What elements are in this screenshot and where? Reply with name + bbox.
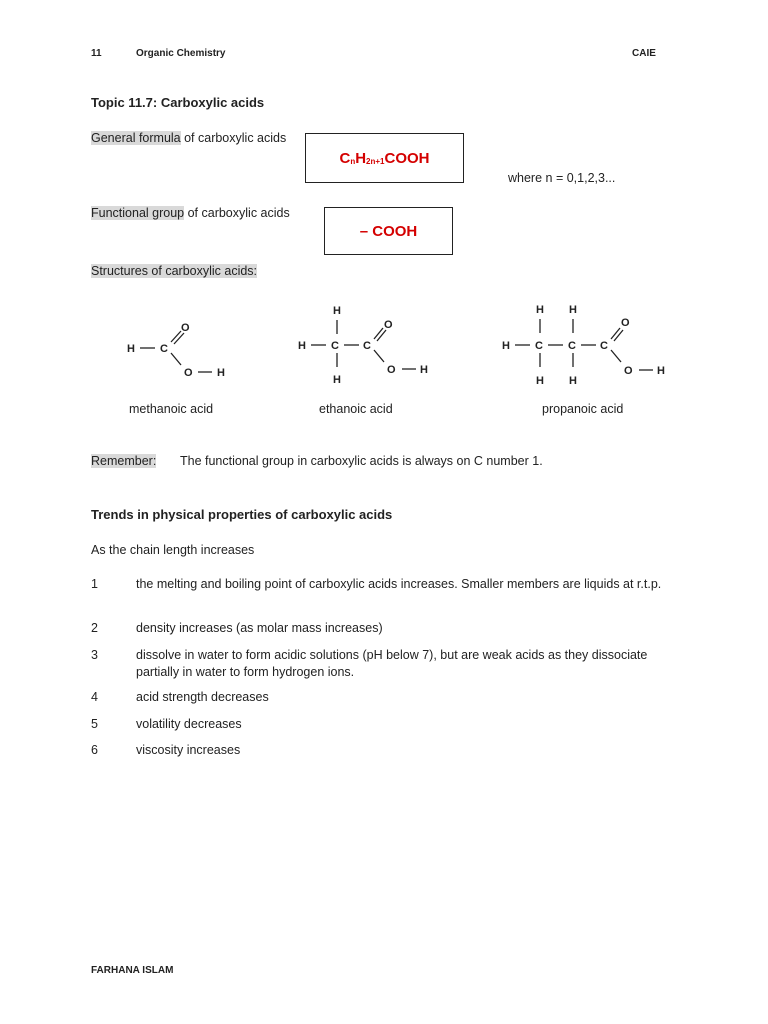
- functional-group-label: [91, 206, 290, 220]
- list-item-number: 1: [91, 577, 98, 591]
- chapter-title: Organic Chemistry: [136, 48, 226, 59]
- list-item: acid strength decreases: [136, 690, 269, 704]
- structural-formulae: [0, 295, 768, 395]
- carbon-atom: C: [363, 340, 371, 352]
- general-formula-label-rest: of carboxylic acids: [180, 131, 287, 145]
- bond-line: [171, 331, 181, 342]
- propanoic-acid-structure: [502, 304, 665, 387]
- list-item: viscosity increases: [136, 743, 241, 757]
- list-item: the melting and boiling point of carboxylic acids increases. Smaller members are liquids at r.t.p.: [136, 577, 662, 591]
- hydrogen-atom: H: [569, 375, 577, 387]
- carbon-atom: C: [600, 340, 608, 352]
- hydrogen-atom: H: [333, 305, 341, 317]
- hydrogen-atom: H: [536, 375, 544, 387]
- functional-group-box: [324, 207, 453, 255]
- carbon-atom: C: [331, 340, 339, 352]
- oxygen-atom: O: [181, 322, 190, 334]
- bond-line: [377, 330, 386, 341]
- hydrogen-atom: H: [569, 304, 577, 316]
- trends-intro: As the chain length increases: [91, 543, 255, 557]
- bond-line: [374, 350, 384, 362]
- functional-group-highlight: Functional group: [91, 206, 185, 220]
- ethanoic-acid-structure: [298, 305, 428, 386]
- hydrogen-atom: H: [657, 365, 665, 377]
- exam-board: CAIE: [632, 48, 656, 59]
- methanoic-acid-structure: [127, 322, 225, 379]
- list-item: density increases (as molar mass increases): [136, 621, 383, 635]
- hydrogen-atom: H: [420, 364, 428, 376]
- carbon-atom: C: [568, 340, 576, 352]
- list-item: volatility decreases: [136, 717, 242, 731]
- list-item-number: 3: [91, 648, 98, 662]
- bond-line: [174, 333, 184, 344]
- oxygen-atom: O: [621, 317, 630, 329]
- general-formula-highlight: General formula: [91, 131, 181, 145]
- list-item-number: 2: [91, 621, 98, 635]
- hydrogen-atom: H: [502, 340, 510, 352]
- chapter-number: 11: [91, 48, 102, 59]
- hydrogen-atom: H: [127, 343, 135, 355]
- list-item: dissolve in water to form acidic solutions (pH below 7), but are weak acids as they dissociate partially in water to form hydrogen ions.: [136, 648, 648, 679]
- bond-line: [611, 350, 621, 362]
- hydrogen-atom: H: [333, 374, 341, 386]
- functional-group-label-rest: of carboxylic acids: [184, 206, 290, 220]
- general-formula: $C_nH_{2n+1}COOH$: [339, 149, 430, 167]
- hydrogen-atom: H: [298, 340, 306, 352]
- list-item-number: 5: [91, 717, 98, 731]
- carbon-atom: C: [535, 340, 543, 352]
- remember-text: The functional group in carboxylic acids is always on C number 1.: [180, 454, 543, 468]
- general-formula-label: [91, 131, 286, 145]
- bond-line: [614, 330, 623, 341]
- trends-heading: Trends in physical properties of carboxylic acids: [91, 507, 393, 522]
- oxygen-atom: O: [184, 367, 193, 379]
- list-item-number: 4: [91, 690, 98, 704]
- author-footer: FARHANA ISLAM: [91, 965, 174, 976]
- hydrogen-atom: H: [217, 367, 225, 379]
- bond-line: [171, 353, 181, 365]
- oxygen-atom: O: [387, 364, 396, 376]
- page-title: Topic 11.7: Carboxylic acids: [91, 95, 265, 110]
- oxygen-atom: O: [384, 319, 393, 331]
- bond-line: [611, 328, 620, 339]
- oxygen-atom: O: [624, 365, 633, 377]
- n-values-note: where n = 0,1,2,3...: [508, 171, 616, 185]
- carbon-atom: C: [160, 343, 168, 355]
- caption-ethanoic-acid: ethanoic acid: [319, 402, 393, 416]
- caption-propanoic-acid: propanoic acid: [542, 402, 624, 416]
- caption-methanoic-acid: methanoic acid: [129, 402, 214, 416]
- remember-label: Remember:: [91, 454, 157, 468]
- bond-line: [374, 328, 383, 339]
- functional-group-formula: – COOH: [359, 222, 418, 240]
- structures-label: Structures of carboxylic acids:: [91, 264, 258, 278]
- hydrogen-atom: H: [536, 304, 544, 316]
- list-item-number: 6: [91, 743, 98, 757]
- general-formula-box: [305, 133, 464, 183]
